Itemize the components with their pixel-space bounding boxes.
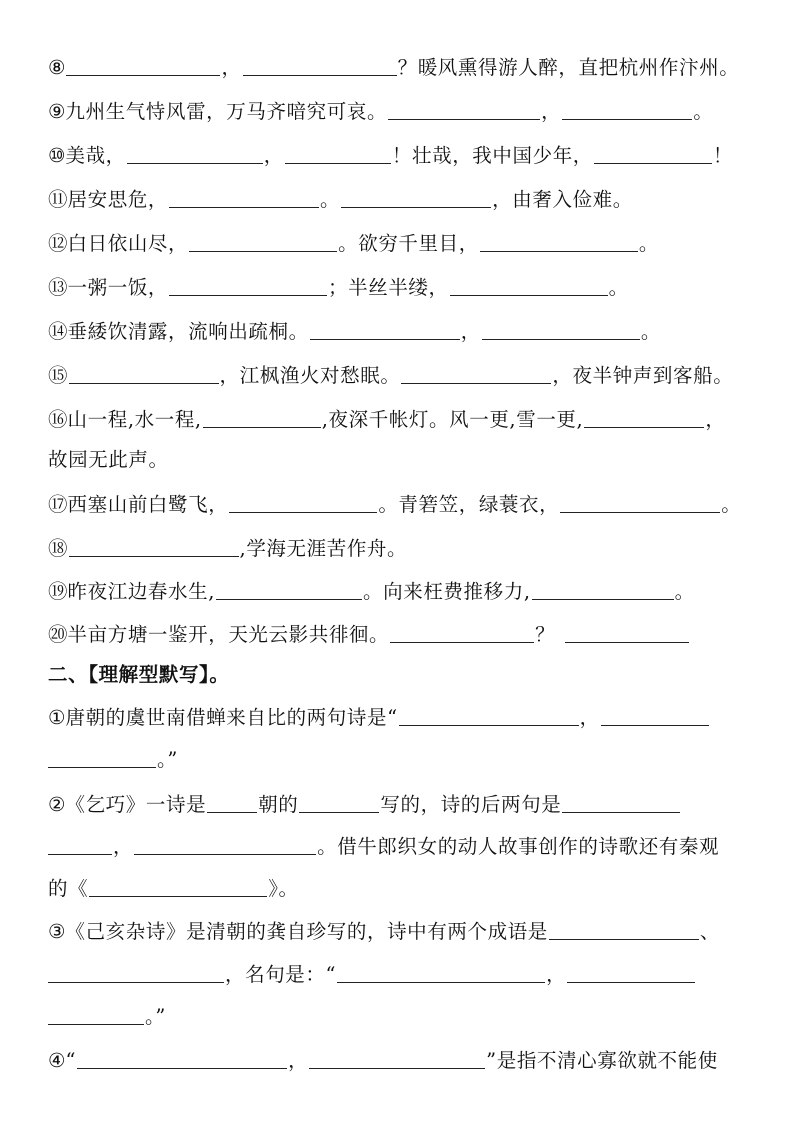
question-text: ， bbox=[579, 706, 600, 729]
item-20 bbox=[48, 620, 756, 650]
item-text: 。 bbox=[693, 100, 714, 123]
section-2-heading bbox=[48, 660, 756, 690]
fill-blank[interactable] bbox=[48, 832, 112, 855]
question-3 bbox=[48, 917, 756, 947]
fill-blank[interactable] bbox=[134, 832, 316, 855]
fill-blank[interactable] bbox=[285, 141, 391, 164]
question-2 bbox=[48, 790, 756, 820]
item-text: 昨夜江边春水生, bbox=[67, 580, 216, 603]
item-number: ⑲ bbox=[48, 580, 68, 603]
item-10 bbox=[48, 141, 756, 171]
question-text: ，名句是：“ bbox=[225, 963, 337, 986]
item-text: 半亩方塘一鉴开，天光云影共徘徊。 bbox=[67, 623, 390, 646]
item-text: ， bbox=[541, 100, 562, 123]
item-text: ，夜半钟声到客船。 bbox=[552, 364, 734, 387]
question-text: 唐朝的虞世南借蝉来自比的两句诗是“ bbox=[65, 706, 398, 729]
question-number: ② bbox=[48, 793, 66, 816]
item-9 bbox=[48, 97, 756, 127]
fill-blank[interactable] bbox=[66, 53, 220, 76]
question-number: ③ bbox=[48, 920, 66, 943]
fill-blank[interactable] bbox=[562, 97, 692, 120]
fill-blank[interactable] bbox=[169, 273, 327, 296]
question-text: 的《 bbox=[48, 877, 89, 900]
fill-blank[interactable] bbox=[584, 405, 704, 428]
item-text: 山一程,水一程, bbox=[67, 408, 202, 431]
item-text: 。欲穷千里目， bbox=[338, 232, 479, 255]
item-15 bbox=[48, 361, 756, 391]
fill-blank[interactable] bbox=[89, 874, 267, 897]
fill-blank[interactable] bbox=[399, 703, 579, 726]
item-number: ⑧ bbox=[48, 56, 66, 79]
question-text: 写的，诗的后两句是 bbox=[380, 793, 562, 816]
question-text: 》。 bbox=[268, 877, 299, 900]
item-text: 西塞山前白鹭飞， bbox=[67, 493, 229, 516]
fill-blank[interactable] bbox=[48, 960, 224, 983]
fill-blank[interactable] bbox=[532, 577, 674, 600]
question-text: 。” bbox=[145, 1005, 166, 1028]
item-text: ， bbox=[221, 56, 242, 79]
item-text: ， bbox=[460, 320, 481, 343]
fill-blank[interactable] bbox=[216, 577, 362, 600]
item-18 bbox=[48, 534, 756, 564]
item-text: 一粥一饭， bbox=[67, 276, 169, 299]
fill-blank[interactable] bbox=[299, 790, 379, 813]
fill-blank[interactable] bbox=[549, 917, 699, 940]
item-text: ？ bbox=[535, 623, 556, 646]
item-text: 。向来枉费推移力, bbox=[363, 580, 531, 603]
item-text: ， bbox=[705, 408, 726, 431]
fill-blank[interactable] bbox=[229, 490, 377, 513]
item-text: 垂緌饮清露，流响出疏桐。 bbox=[67, 320, 309, 343]
item-13 bbox=[48, 273, 756, 303]
section-punct: 。 bbox=[209, 663, 230, 686]
item-text: 。 bbox=[674, 580, 695, 603]
question-text: 。” bbox=[157, 748, 178, 771]
question-1 bbox=[48, 703, 756, 733]
section-number: 二、 bbox=[48, 663, 89, 686]
fill-blank[interactable] bbox=[69, 361, 219, 384]
fill-blank[interactable] bbox=[482, 317, 640, 340]
item-number: ⑩ bbox=[48, 144, 66, 167]
fill-blank[interactable] bbox=[480, 229, 638, 252]
item-text: ？暖风熏得游人醉，直把杭州作汴州。 bbox=[397, 56, 740, 79]
question-3-line-2 bbox=[48, 960, 756, 990]
section-title: 【理解型默写】 bbox=[88, 663, 210, 686]
fill-blank[interactable] bbox=[565, 620, 689, 643]
question-text: ”是指不清心寡欲就不能使 bbox=[486, 1049, 718, 1072]
fill-blank[interactable] bbox=[567, 960, 695, 983]
fill-blank[interactable] bbox=[601, 703, 709, 726]
question-text: ， bbox=[288, 1049, 309, 1072]
question-text: 朝的 bbox=[258, 793, 299, 816]
item-number: ⑨ bbox=[48, 100, 66, 123]
item-12 bbox=[48, 229, 756, 259]
fill-blank[interactable] bbox=[310, 317, 460, 340]
item-text: 白日依山尽， bbox=[67, 232, 189, 255]
question-1-continued bbox=[48, 745, 756, 775]
fill-blank[interactable] bbox=[127, 141, 263, 164]
fill-blank[interactable] bbox=[189, 229, 337, 252]
fill-blank[interactable] bbox=[337, 960, 545, 983]
item-text: ， bbox=[263, 144, 284, 167]
item-16 bbox=[48, 405, 756, 435]
question-3-line-3 bbox=[48, 1002, 756, 1032]
question-text: 。借牛郎织女的动人故事创作的诗歌还有秦观 bbox=[317, 835, 720, 858]
item-text: 。 bbox=[608, 276, 629, 299]
fill-blank[interactable] bbox=[207, 790, 257, 813]
item-text: 。 bbox=[320, 188, 341, 211]
item-text: ！ bbox=[712, 144, 734, 167]
item-14 bbox=[48, 317, 756, 347]
item-number: ⑰ bbox=[48, 493, 68, 516]
fill-blank[interactable] bbox=[594, 141, 712, 164]
item-19 bbox=[48, 577, 756, 607]
fill-blank[interactable] bbox=[203, 405, 321, 428]
fill-blank[interactable] bbox=[48, 1002, 144, 1025]
question-text: ， bbox=[546, 963, 567, 986]
item-text: 美哉， bbox=[65, 144, 126, 167]
question-number: ④ bbox=[48, 1049, 66, 1072]
fill-blank[interactable] bbox=[388, 97, 540, 120]
fill-blank[interactable] bbox=[243, 53, 397, 76]
question-text: 《乞巧》一诗是 bbox=[65, 793, 207, 816]
fill-blank[interactable] bbox=[450, 273, 608, 296]
item-number: ⑱ bbox=[48, 537, 68, 560]
item-number: ⑮ bbox=[48, 364, 68, 387]
item-text: ，江枫渔火对愁眠。 bbox=[219, 364, 401, 387]
item-text: 。 bbox=[721, 493, 742, 516]
question-text: 、 bbox=[699, 920, 720, 943]
fill-blank[interactable] bbox=[401, 361, 551, 384]
fill-blank[interactable] bbox=[77, 1046, 287, 1069]
item-16-continued bbox=[48, 445, 756, 475]
fill-blank[interactable] bbox=[309, 1046, 485, 1069]
question-text: “ bbox=[65, 1049, 77, 1072]
question-number: ① bbox=[48, 706, 66, 729]
fill-blank[interactable] bbox=[562, 790, 680, 813]
item-number: ⑳ bbox=[48, 623, 68, 646]
fill-blank[interactable] bbox=[48, 745, 156, 768]
fill-blank[interactable] bbox=[390, 620, 534, 643]
item-number: ⑬ bbox=[48, 276, 68, 299]
item-17 bbox=[48, 490, 756, 520]
question-2-line-3 bbox=[48, 874, 756, 904]
item-text: 九州生气恃风雷，万马齐喑究可哀。 bbox=[65, 100, 388, 123]
item-text: ；半丝半缕， bbox=[328, 276, 449, 299]
question-text: 《己亥杂诗》是清朝的龚自珍写的，诗中有两个成语是 bbox=[65, 920, 548, 943]
item-text: ，由奢入俭难。 bbox=[492, 188, 633, 211]
item-number: ⑫ bbox=[48, 232, 68, 255]
question-text: ， bbox=[113, 835, 134, 858]
item-text: ,夜深千帐灯。风一更,雪一更, bbox=[321, 408, 584, 431]
item-number: ⑯ bbox=[48, 408, 68, 431]
item-number: ⑪ bbox=[48, 188, 68, 211]
item-11 bbox=[48, 185, 756, 215]
item-text: 。 bbox=[638, 232, 659, 255]
fill-blank[interactable] bbox=[169, 185, 319, 208]
item-text: ,学海无涯苦作舟。 bbox=[239, 537, 408, 560]
question-2-line-2 bbox=[48, 832, 756, 862]
fill-blank[interactable] bbox=[560, 490, 720, 513]
fill-blank[interactable] bbox=[341, 185, 491, 208]
item-text: 故园无此声。 bbox=[48, 448, 169, 471]
item-text: ！壮哉，我中国少年， bbox=[391, 144, 593, 167]
item-text: 。 bbox=[640, 320, 661, 343]
item-number: ⑭ bbox=[48, 320, 68, 343]
question-4 bbox=[48, 1046, 756, 1076]
fill-blank[interactable] bbox=[69, 534, 239, 557]
item-text: 。青箬笠，绿蓑衣， bbox=[378, 493, 560, 516]
item-8 bbox=[48, 53, 756, 83]
item-text: 居安思危， bbox=[67, 188, 169, 211]
